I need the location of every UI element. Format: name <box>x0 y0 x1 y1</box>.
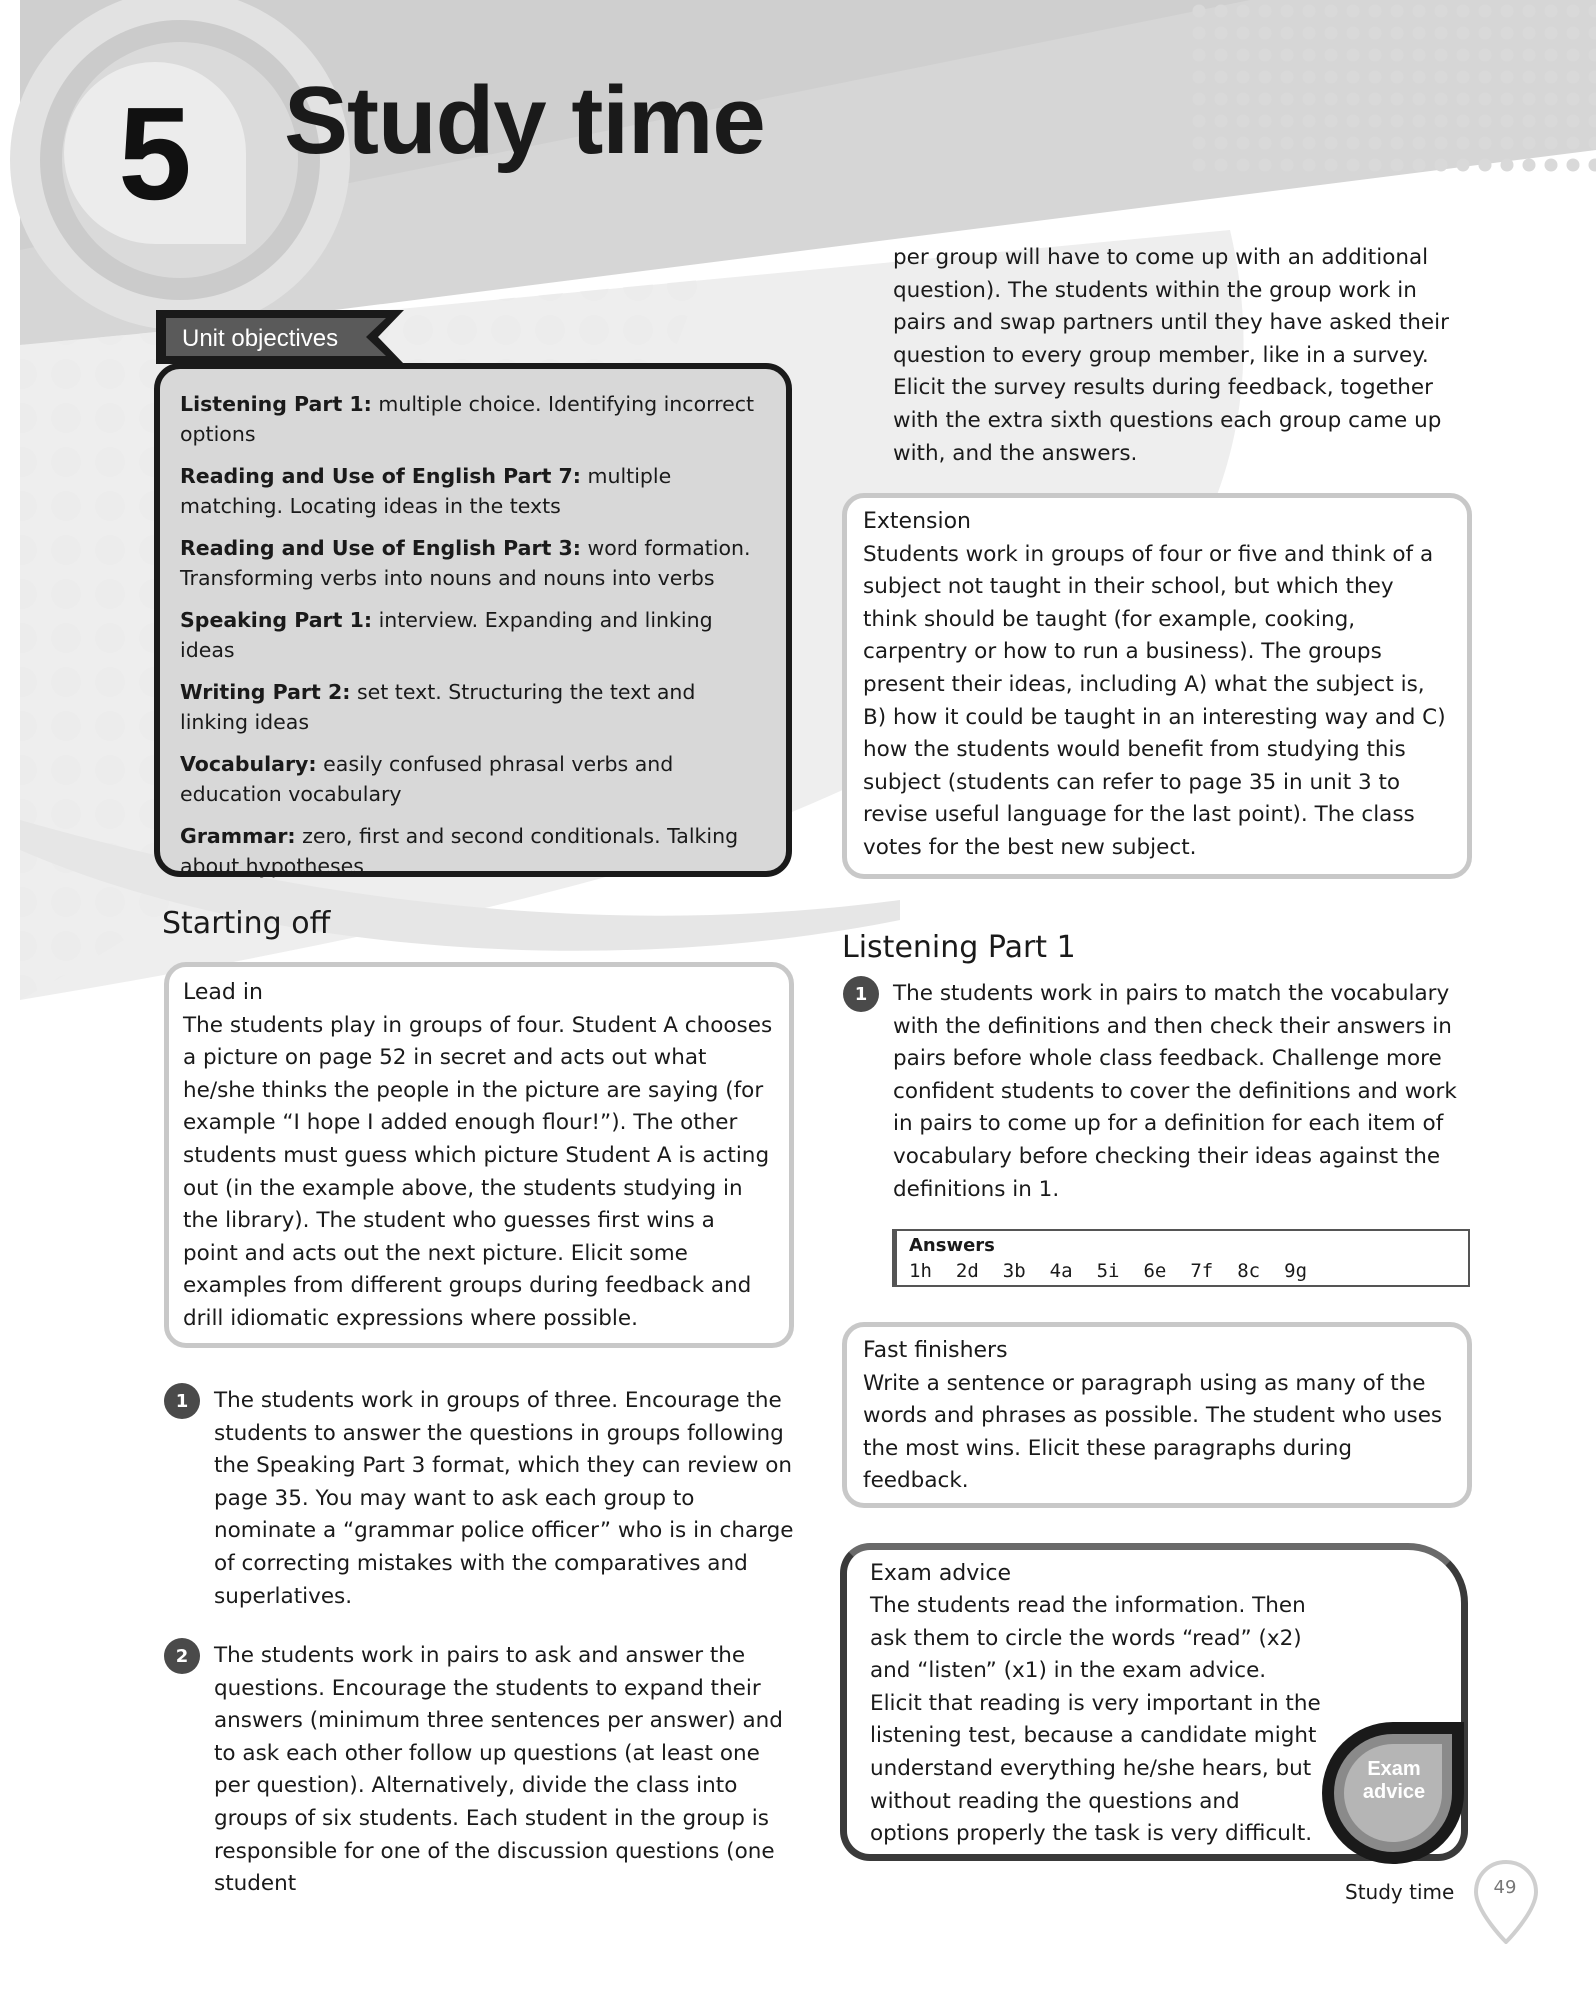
starting-off-step-2: The students work in pairs to ask and answer the questions. Encourage the students to expand their answers (minimum three sentences per answer) and to ask each other follow up questions (at least one per question). Alternatively, divide the class into groups of six students. Each student in the group is responsible for one of the discussion questions (one student <box>214 1643 783 1897</box>
fast-finishers-heading: Fast finishers <box>863 1338 1008 1363</box>
lead-in-text: The students play in groups of four. Student A chooses a picture on page 52 in secret and acts out what he/she thinks the people in the picture are saying (for example “I hope I added enough flour!”). The other students must guess which picture Student A is acting out (in the example above, the students studying in the library). The student who guesses first wins a point and acts out the next picture. Elicit some examples from different groups during feedback and drill idiomatic expressions where possible. <box>183 1012 773 1331</box>
extension-heading: Extension <box>863 509 972 534</box>
objective-item: Reading and Use of English Part 7: multiple matching. Locating ideas in the texts <box>180 464 672 518</box>
extension-text: Students work in groups of four or five and think of a subject not taught in their school, but which they think should be taught (for example, cooking, carpentry or how to run a business). The groups present their ideas, including A) what the subject is, B) how it could be taught in an interesting way and C) how the students would benefit from studying this subject (students can refer to page 35 in unit 3 to revise useful language for the last point). The class votes for the best new subject. <box>863 541 1446 860</box>
objective-item: Listening Part 1: multiple choice. Identifying incorrect options <box>180 392 755 446</box>
answer-item: 2d <box>955 1260 979 1282</box>
answer-item: 4a <box>1049 1260 1073 1282</box>
starting-off-step-1: The students work in groups of three. Encourage the students to answer the questions in groups following the Speaking Part 3 format, which they can review on page 35. You may want to ask each group to nominate a “grammar police officer” who is in charge of correcting mistakes with the comparatives and superlatives. <box>214 1388 794 1609</box>
answer-item: 6e <box>1143 1260 1167 1282</box>
exam-advice-badge-label: Exam advice <box>1362 1758 1426 1803</box>
objective-item: Reading and Use of English Part 3: word formation. Transforming verbs into nouns and nouns into verbs <box>180 536 751 590</box>
step-number-badge: 1 <box>164 1383 200 1419</box>
fast-finishers-text: Write a sentence or paragraph using as many of the words and phrases as possible. The student who uses the most wins. Elicit these paragraphs during feedback. <box>863 1370 1443 1494</box>
answer-item: 5i <box>1096 1260 1120 1282</box>
objective-item: Speaking Part 1: interview. Expanding and linking ideas <box>180 608 713 662</box>
answer-item: 7f <box>1190 1260 1214 1282</box>
extension-box <box>842 493 1472 879</box>
answers-title: Answers <box>909 1235 995 1256</box>
answer-item: 9g <box>1284 1260 1308 1282</box>
answer-item: 3b <box>1002 1260 1026 1282</box>
lead-in-heading: Lead in <box>183 980 263 1005</box>
unit-objectives-box <box>154 363 792 877</box>
answer-item: 1h <box>909 1260 932 1282</box>
unit-number: 5 <box>118 79 192 227</box>
listening-step-1: The students work in pairs to match the vocabulary with the definitions and then check their answers in pairs before whole class feedback. Challenge more confident students to cover the definitions and work in pairs to come up for a definition for each item of vocabulary before checking their ideas against the definitions in 1. <box>893 981 1457 1202</box>
objectives-tag-label: Unit objectives <box>182 325 339 352</box>
step-number-badge: 1 <box>843 976 879 1012</box>
exam-advice-text: The students read the information. Then ask them to circle the words “read” (x2) and “listen” (x1) in the exam advice. Elicit that reading is very important in the listening test, because a candidate might understand everything he/she hears, but without reading the questions and options properly the task is very difficult. <box>870 1593 1321 1847</box>
page-number-marker <box>1474 1860 1538 1944</box>
exam-advice-heading: Exam advice <box>870 1561 1012 1586</box>
objective-item: Vocabulary: easily confused phrasal verbs and education vocabulary <box>180 752 674 806</box>
answer-item: 8c <box>1237 1260 1261 1282</box>
lead-in-box <box>164 962 794 1348</box>
answers-box <box>892 1229 1470 1287</box>
footer-unit-label: Study time <box>1345 1880 1455 1904</box>
page-title: Study time <box>284 67 765 174</box>
fast-finishers-box <box>842 1322 1472 1508</box>
listening-title: Listening Part 1 <box>842 930 1076 965</box>
objective-item: Writing Part 2: set text. Structuring the text and linking ideas <box>180 680 696 734</box>
step-number-badge: 2 <box>164 1638 200 1674</box>
objective-item: Grammar: zero, first and second conditionals. Talking about hypotheses <box>180 824 739 878</box>
page-number: 49 <box>1493 1877 1517 1898</box>
answers-list <box>909 1258 1468 1284</box>
starting-off-title: Starting off <box>162 906 331 941</box>
continuation-text: per group will have to come up with an additional question). The students within the group work in pairs and swap partners until they have asked their question to every group member, like in a survey. Elicit the survey results during feedback, together with the extra sixth questions each group came up with, and the answers. <box>893 245 1449 466</box>
